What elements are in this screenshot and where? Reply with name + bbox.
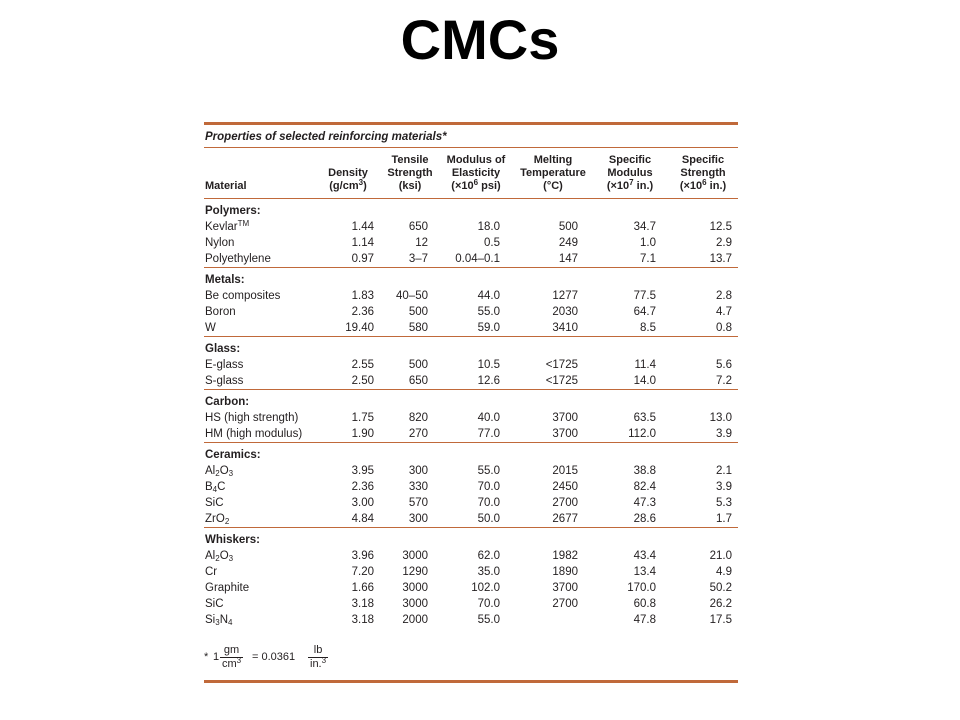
fraction-numerator: gm (220, 644, 243, 658)
tensile-cell: 2000 (402, 614, 428, 626)
melting-cell: 3410 (552, 322, 578, 334)
spec-strength-cell: 4.9 (716, 566, 732, 578)
footnote-fraction-gm-cm3 (220, 644, 243, 671)
density-cell: 3.00 (351, 497, 374, 509)
table-row (204, 288, 738, 304)
spec-strength-cell: 5.3 (716, 497, 732, 509)
table-row (204, 564, 738, 580)
fraction-denominator: in.$^3$ (310, 656, 327, 670)
tensile-cell: 570 (408, 497, 428, 509)
density-cell: 4.84 (351, 513, 374, 525)
spec-modulus-cell: 170.0 (627, 582, 656, 594)
material-cell: Be composites (205, 290, 281, 302)
modulus-cell: 0.04–0.1 (455, 253, 500, 265)
table-row (204, 251, 738, 268)
material-cell: S-glass (205, 375, 244, 387)
table-row (204, 463, 738, 479)
footnote (204, 640, 364, 674)
density-cell: 3.18 (351, 598, 374, 610)
density-cell: 2.36 (351, 481, 374, 493)
footnote-fraction-lb-in3 (308, 644, 328, 671)
spec-strength-cell: 3.9 (716, 481, 732, 493)
density-cell: 7.20 (351, 566, 374, 578)
material-cell: Graphite (205, 582, 250, 594)
table-row (204, 320, 738, 337)
density-cell: 19.40 (345, 322, 374, 334)
tensile-cell: 330 (408, 481, 428, 493)
footnote-star: * (204, 651, 209, 663)
modulus-cell: 70.0 (477, 497, 500, 509)
spec-modulus-cell: 82.4 (633, 481, 656, 493)
modulus-cell: 44.0 (477, 290, 500, 302)
melting-cell: 249 (558, 237, 578, 249)
spec-strength-cell: 1.7 (716, 513, 732, 525)
density-cell: 1.83 (351, 290, 374, 302)
modulus-cell: 62.0 (477, 550, 500, 562)
melting-cell: 3700 (552, 428, 578, 440)
spec-modulus-cell: 112.0 (628, 428, 656, 440)
density-cell: 3.18 (351, 614, 374, 626)
group-heading-row (204, 528, 738, 548)
table-row (204, 219, 738, 235)
modulus-cell: 18.0 (477, 221, 500, 233)
melting-cell: 2030 (552, 306, 578, 318)
group-heading: Whiskers: (205, 534, 260, 546)
tensile-cell: 500 (408, 359, 428, 371)
modulus-cell: 70.0 (477, 481, 500, 493)
group-heading-row (204, 390, 738, 410)
modulus-cell: 55.0 (477, 306, 500, 318)
melting-cell: 2450 (552, 481, 578, 493)
tensile-cell: 1290 (402, 566, 428, 578)
table-row (204, 304, 738, 320)
material-cell: HS (high strength) (205, 412, 299, 424)
density-cell: 1.44 (351, 221, 374, 233)
spec-strength-cell: 3.9 (716, 428, 732, 440)
material-cell: Kevlar™ (205, 219, 250, 233)
modulus-cell: 59.0 (477, 322, 500, 334)
material-cell: $B_4C$ (205, 481, 226, 494)
modulus-cell: 55.0 (477, 465, 500, 477)
spec-modulus-cell: 43.4 (633, 550, 656, 562)
table-row (204, 612, 738, 628)
density-cell: 2.36 (351, 306, 374, 318)
tensile-cell: 650 (408, 221, 428, 233)
table-row (204, 357, 738, 373)
fraction-numerator: lb (308, 644, 328, 658)
modulus-cell: 12.6 (477, 375, 500, 387)
modulus-cell: 35.0 (477, 566, 500, 578)
spec-modulus-cell: 34.7 (633, 221, 656, 233)
slide-title: CMCs (400, 8, 560, 71)
group-heading: Polymers: (205, 205, 261, 217)
spec-modulus-cell: 28.6 (633, 513, 656, 525)
group-heading: Carbon: (205, 396, 250, 408)
spec-modulus-cell: 47.8 (633, 614, 656, 626)
spec-modulus-cell: 14.0 (633, 375, 656, 387)
melting-cell: 147 (558, 253, 578, 265)
spec-strength-cell: 2.9 (716, 237, 732, 249)
spec-strength-cell: 4.7 (716, 306, 732, 318)
header-specific-strength: Specific Strength ($\times 10^6$ in.) (668, 148, 738, 199)
header-material: Material (204, 148, 314, 199)
material-cell: Polyethylene (205, 253, 271, 265)
spec-modulus-cell: 13.4 (633, 566, 656, 578)
table-bottom-rule (204, 680, 738, 683)
spec-strength-cell: 21.0 (709, 550, 732, 562)
material-cell: W (205, 322, 216, 334)
melting-cell: 2677 (552, 513, 578, 525)
properties-table-container (204, 122, 738, 628)
spec-strength-cell: 50.2 (709, 582, 732, 594)
material-cell: ZrO$_2$ (205, 513, 230, 526)
group-heading: Ceramics: (205, 449, 261, 461)
melting-cell: 3700 (552, 582, 578, 594)
header-tensile-strength: Tensile Strength (ksi) (382, 148, 438, 199)
table-row (204, 410, 738, 426)
density-cell: 1.75 (351, 412, 374, 424)
tensile-cell: 500 (408, 306, 428, 318)
spec-strength-cell: 26.2 (709, 598, 732, 610)
tensile-cell: 40–50 (396, 290, 428, 302)
melting-cell: 2015 (552, 465, 578, 477)
spec-strength-cell: 7.2 (716, 375, 732, 387)
spec-modulus-cell: 7.1 (640, 253, 656, 265)
group-heading: Glass: (205, 343, 241, 355)
spec-modulus-cell: 47.3 (633, 497, 656, 509)
melting-cell: 500 (558, 221, 578, 233)
modulus-cell: 0.5 (484, 237, 500, 249)
spec-strength-cell: 2.8 (716, 290, 732, 302)
header-modulus-of-elasticity: Modulus of Elasticity ($\times 10^6$ psi) (438, 148, 514, 199)
tensile-cell: 300 (408, 513, 428, 525)
spec-strength-cell: 17.5 (709, 614, 732, 626)
group-heading: Metals: (205, 274, 245, 286)
material-cell: HM (high modulus) (205, 428, 303, 440)
spec-modulus-cell: 60.8 (633, 598, 656, 610)
table-row (204, 495, 738, 511)
modulus-cell: 55.0 (477, 614, 500, 626)
table-row (204, 548, 738, 564)
melting-cell: 1277 (552, 290, 578, 302)
material-cell: Boron (205, 306, 236, 318)
modulus-cell: 10.5 (477, 359, 500, 371)
melting-cell: 2700 (552, 598, 578, 610)
table-row (204, 511, 738, 528)
spec-modulus-cell: 64.7 (633, 306, 656, 318)
spec-modulus-cell: 63.5 (633, 412, 656, 424)
spec-modulus-cell: 8.5 (640, 322, 656, 334)
properties-table (204, 148, 738, 628)
modulus-cell: 70.0 (477, 598, 500, 610)
header-specific-modulus: Specific Modulus ($\times 10^7$ in.) (592, 148, 668, 199)
material-cell: $Al_2O_3$ (205, 550, 234, 563)
tensile-cell: 300 (408, 465, 428, 477)
spec-modulus-cell: 77.5 (633, 290, 656, 302)
table-row (204, 373, 738, 390)
group-heading-row (204, 268, 738, 288)
density-cell: 2.50 (351, 375, 374, 387)
modulus-cell: 102.0 (471, 582, 500, 594)
tensile-cell: 270 (408, 428, 428, 440)
spec-modulus-cell: 11.4 (634, 359, 656, 371)
modulus-cell: 50.0 (477, 513, 500, 525)
melting-cell: 1890 (552, 566, 578, 578)
group-heading-row (204, 337, 738, 357)
tensile-cell: 12 (415, 237, 428, 249)
density-cell: 0.97 (351, 253, 374, 265)
spec-modulus-cell: 1.0 (640, 237, 656, 249)
melting-cell: 1982 (552, 550, 578, 562)
density-cell: 1.14 (351, 237, 374, 249)
tensile-cell: 3000 (402, 582, 428, 594)
density-cell: 3.95 (351, 465, 374, 477)
table-top-rule (204, 122, 738, 125)
melting-cell (514, 612, 592, 628)
material-cell: Cr (205, 566, 218, 578)
fraction-denominator: $cm^3$ (222, 656, 242, 670)
density-cell: 1.90 (351, 428, 374, 440)
table-body (204, 199, 738, 629)
spec-strength-cell: 0.8 (716, 322, 732, 334)
spec-strength-cell: 12.5 (709, 221, 732, 233)
tensile-cell: 3–7 (408, 253, 428, 265)
table-caption: Properties of selected reinforcing materials* (205, 131, 447, 143)
material-cell: SiC (205, 598, 224, 610)
melting-cell: 3700 (552, 412, 578, 424)
density-cell: 1.66 (351, 582, 374, 594)
footnote-equals: = 0.0361 (252, 651, 296, 663)
material-cell: E-glass (205, 359, 244, 371)
tensile-cell: 580 (408, 322, 428, 334)
spec-strength-cell: 13.7 (709, 253, 732, 265)
group-heading-row (204, 199, 738, 220)
spec-strength-cell: 2.1 (716, 465, 732, 477)
header-melting-temperature: Melting Temperature (°C) (514, 148, 592, 199)
tensile-cell: 650 (408, 375, 428, 387)
density-cell: 2.55 (351, 359, 374, 371)
melting-cell: <1725 (545, 359, 578, 371)
table-row (204, 479, 738, 495)
material-cell: Nylon (205, 237, 235, 249)
table-row (204, 235, 738, 251)
group-heading-row (204, 443, 738, 463)
modulus-cell: 77.0 (477, 428, 500, 440)
tensile-cell: 820 (408, 412, 428, 424)
density-cell: 3.96 (351, 550, 374, 562)
material-cell: $Si_3N_4$ (205, 614, 233, 627)
table-row (204, 596, 738, 612)
header-row (204, 148, 738, 199)
footnote-one: 1 (213, 651, 220, 663)
spec-modulus-cell: 38.8 (633, 465, 656, 477)
material-cell: SiC (205, 497, 224, 509)
header-density: Density $(g/cm^3)$ (314, 148, 382, 199)
table-row (204, 580, 738, 596)
melting-cell: 2700 (552, 497, 578, 509)
tensile-cell: 3000 (402, 598, 428, 610)
table-row (204, 426, 738, 443)
modulus-cell: 40.0 (477, 412, 500, 424)
spec-strength-cell: 13.0 (709, 412, 732, 424)
material-cell: $Al_2O_3$ (205, 465, 234, 478)
spec-strength-cell: 5.6 (716, 359, 732, 371)
tensile-cell: 3000 (402, 550, 428, 562)
melting-cell: <1725 (545, 375, 578, 387)
